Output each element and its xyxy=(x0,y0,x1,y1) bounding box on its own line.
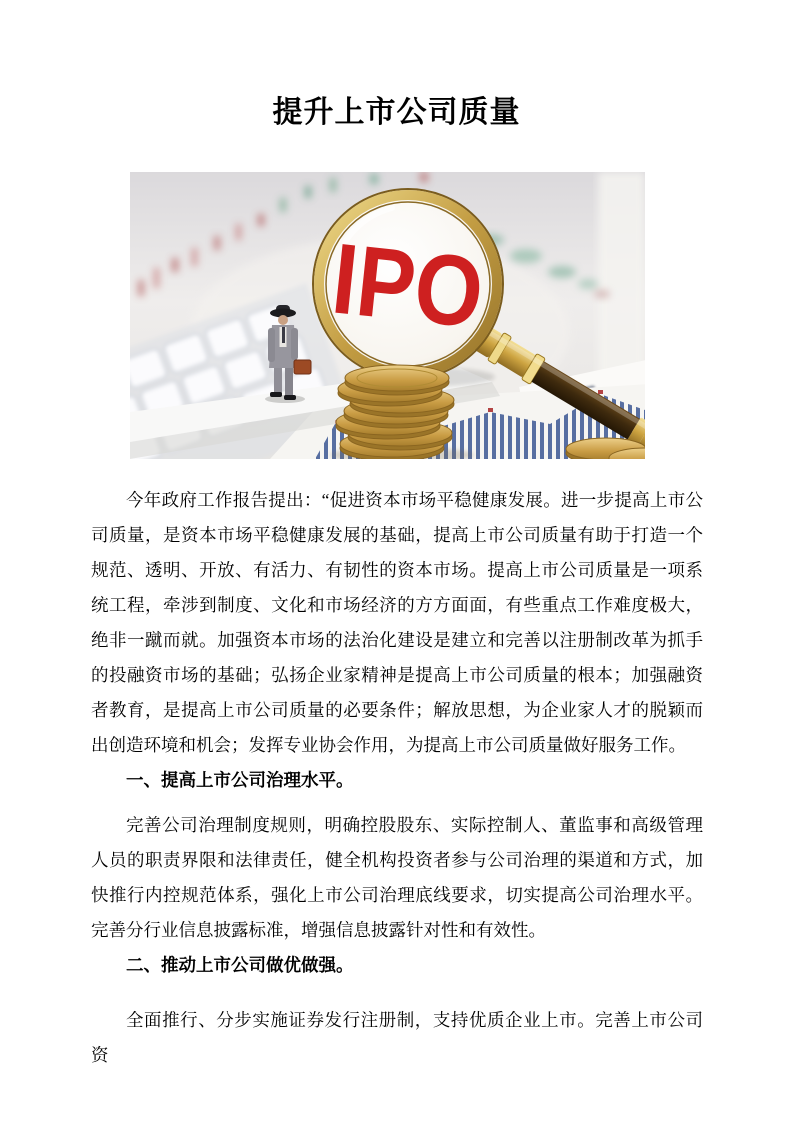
page-title: 提升上市公司质量 xyxy=(272,96,521,129)
ipo-label: IPO xyxy=(327,222,511,352)
section-heading-1: 一、提高上市公司治理水平。 xyxy=(126,770,354,790)
section-paragraph-2: 全面推行、分步实施证券发行注册制，支持优质企业上市。完善上市公司资 xyxy=(91,1010,703,1065)
document-body xyxy=(91,483,703,1073)
section-heading-2: 二、推动上市公司做优做强。 xyxy=(126,955,354,975)
section-paragraph-1: 完善公司治理制度规则，明确控股股东、实际控制人、董监事和高级管理人员的职责界限和法律责任，健全机构投资者参与公司治理的渠道和方式，加快推行内控规范体系，强化上市公司治理底线要求，切实提高公司治理水平。完善分行业信息披露标准，增强信息披露针对性和有效性。 xyxy=(91,815,703,940)
ipo-photo-illustration xyxy=(130,172,645,459)
hero-image xyxy=(130,172,645,459)
intro-paragraph: 今年政府工作报告提出：“促进资本市场平稳健康发展。进一步提高上市公司质量，是资本市场平稳健康发展的基础，提高上市公司质量有助于打造一个规范、透明、开放、有活力、有韧性的资本市场。提高上市公司质量是一项系统工程，牵涉到制度、文化和市场经济的方方面面，有些重点工作难度极大，绝非一蹴而就。加强资本市场的法治化建设是建立和完善以注册制改革为抓手的投融资市场的基础；弘扬企业家精神是提高上市公司质量的根本；加强融资者教育，是提高上市公司质量的必要条件；解放思想，为企业家人才的脱颖而出创造环境和机会；发挥专业协会作用，为提高上市公司质量做好服务工作。 xyxy=(91,490,703,755)
